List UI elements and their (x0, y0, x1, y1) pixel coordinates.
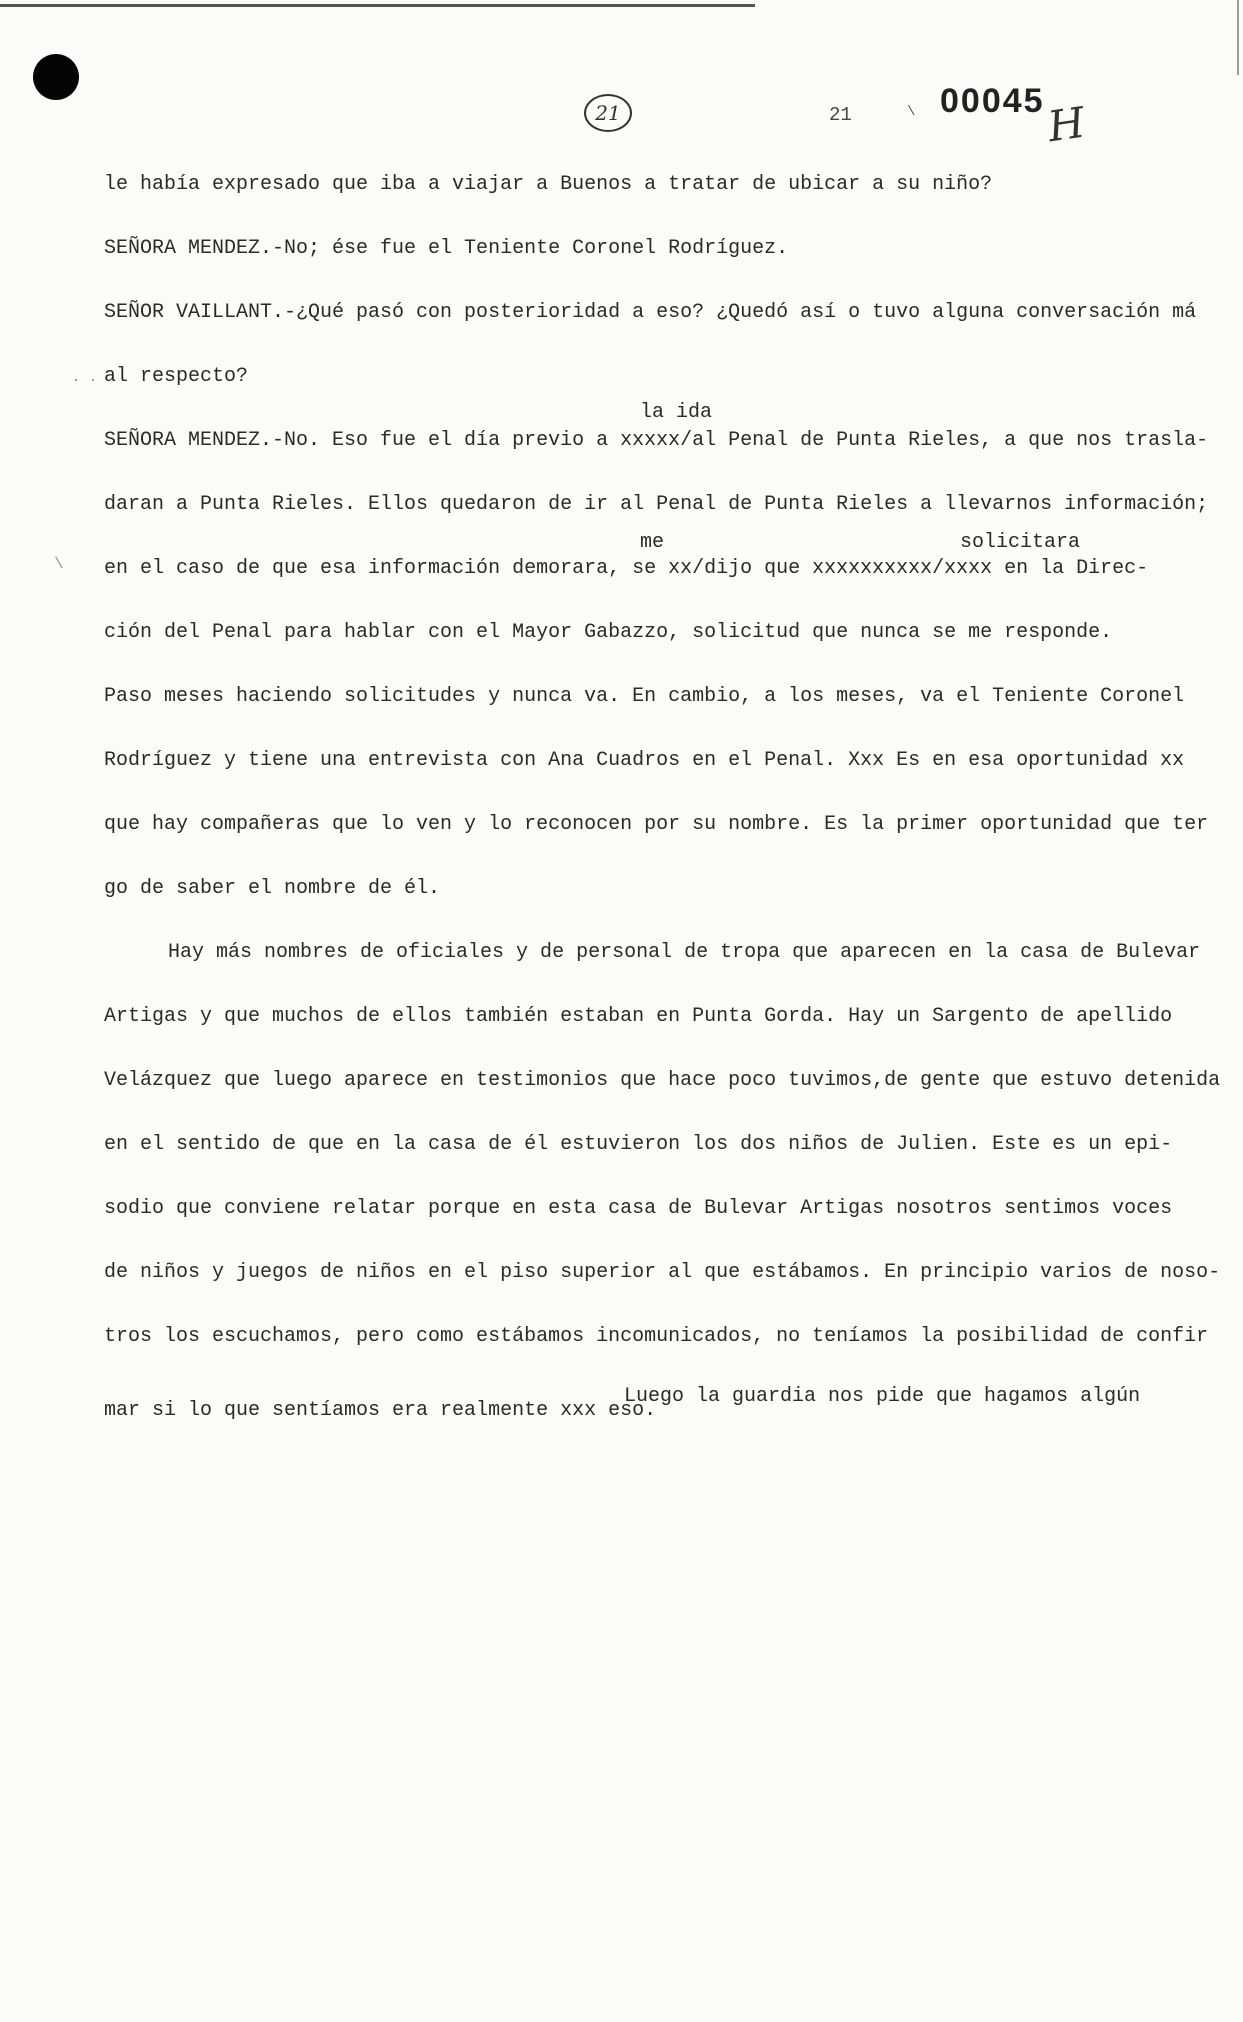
text-line: de niños y juegos de niños en el piso superior al que estábamos. En principio varios de noso- (104, 1261, 1221, 1284)
text-line: al respecto? (104, 365, 249, 388)
text-line: go de saber el nombre de él. (104, 877, 441, 900)
text-line: SEÑOR VAILLANT.-¿Qué pasó con posterioridad a eso? ¿Quedó así o tuvo alguna conversación má (104, 301, 1197, 324)
circled-page-number: 21 (584, 94, 632, 132)
text-line: SEÑORA MENDEZ.-No. Eso fue el día previo a xxxxx/al Penal de Punta Rieles, a que nos trasla- (104, 429, 1209, 452)
text-line: que hay compañeras que lo ven y lo reconocen por su nombre. Es la primer oportunidad que ter (104, 813, 1209, 836)
insertion-solicitara: solicitara (960, 531, 1081, 554)
text-line: en el caso de que esa información demorara, se xx/dijo que xxxxxxxxxx/xxxx en la Direc- (104, 557, 1149, 580)
text-line: le había expresado que iba a viajar a Buenos a tratar de ubicar a su niño? (104, 173, 993, 196)
text-line: Rodríguez y tiene una entrevista con Ana Cuadros en el Penal. Xxx Es en esa oportunidad xx (104, 749, 1185, 772)
top-border-rule (0, 4, 755, 7)
handwritten-initials: H (1044, 97, 1088, 152)
page-number: 21 (829, 104, 852, 126)
text-line: mar si lo que sentíamos era realmente xxx eso. (104, 1399, 657, 1422)
text-line: Velázquez que luego aparece en testimonios que hace poco tuvimos,de gente que estuvo detenida (104, 1069, 1221, 1092)
text-line: SEÑORA MENDEZ.-No; ése fue el Teniente Coronel Rodríguez. (104, 237, 789, 260)
text-line: daran a Punta Rieles. Ellos quedaron de ir al Penal de Punta Rieles a llevarnos información; (104, 493, 1209, 516)
right-border-rule (1237, 0, 1239, 75)
text-line: ción del Penal para hablar con el Mayor Gabazzo, solicitud que nunca se me responde. (104, 621, 1113, 644)
text-line: tros los escuchamos, pero como estábamos incomunicados, no teníamos la posibilidad de confir (104, 1325, 1209, 1348)
last-line-tail: Luego la guardia nos pide que hagamos algún (624, 1385, 1141, 1408)
text-line: Hay más nombres de oficiales y de personal de tropa que aparecen en la casa de Bulevar (168, 941, 1201, 964)
folio-number: 00045 (940, 82, 1045, 120)
text-line: Artigas y que muchos de ellos también estaban en Punta Gorda. Hay un Sargento de apellido (104, 1005, 1173, 1028)
text-line: en el sentido de que en la casa de él estuvieron los dos niños de Julien. Este es un epi- (104, 1133, 1173, 1156)
margin-tick: \ (54, 555, 64, 573)
insertion-la-ida: la ida (640, 401, 713, 424)
punch-hole (33, 54, 79, 100)
text-line: Paso meses haciendo solicitudes y nunca va. En cambio, a los meses, va el Teniente Coronel (104, 685, 1185, 708)
margin-dots: . . (72, 370, 98, 386)
insertion-me: me (640, 531, 665, 554)
text-line: sodio que conviene relatar porque en esta casa de Bulevar Artigas nosotros sentimos voces (104, 1197, 1173, 1220)
tick-mark: \ (907, 104, 916, 120)
